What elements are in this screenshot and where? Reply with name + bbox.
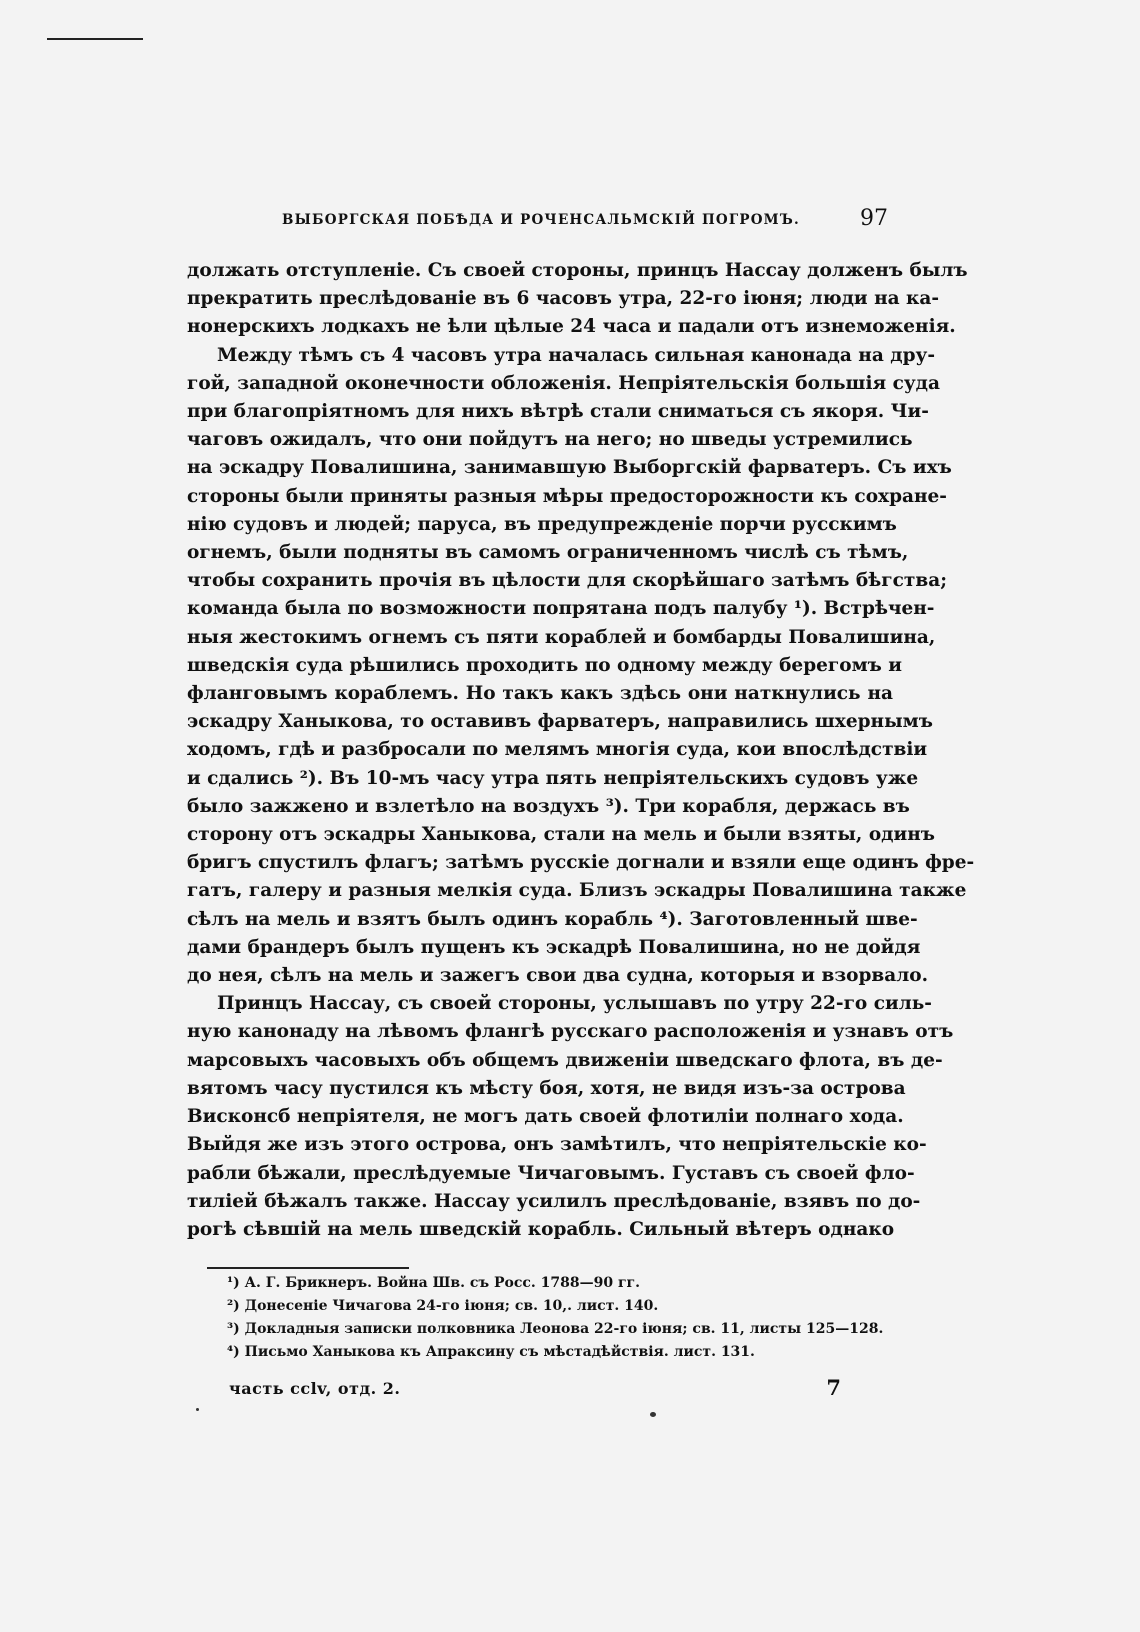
page-header (282, 206, 902, 236)
text-line: тиліей бѣжалъ также. Нассау усилилъ преслѣдованіе, взявъ по до- (187, 1190, 921, 1212)
text-line: при благопріятномъ для нихъ вѣтрѣ стали сниматься съ якоря. Чи- (187, 401, 929, 423)
text-line: команда была по возможности попрятана подъ палубу ¹). Встрѣчен- (187, 598, 935, 620)
text-line: ходомъ, гдѣ и разбросали по мелямъ многія суда, кои впослѣдствіи (187, 739, 928, 761)
footnote-rule (207, 1267, 409, 1269)
text-line: прекратить преслѣдованіе въ 6 часовъ утра, 22-го іюня; люди на ка- (187, 288, 940, 310)
ink-speck (196, 1408, 199, 1411)
text-line: сѣлъ на мель и взятъ былъ одинъ корабль ⁴). Заготовленный шве- (187, 908, 918, 930)
text-line: рогѣ сѣвшій на мель шведскій корабль. Сильный вѣтеръ однако (187, 1218, 895, 1240)
footnote: ²) Донесеніе Чичагова 24-го іюня; св. 10,. лист. 140. (227, 1298, 659, 1314)
text-line: чаговъ ожидалъ, что они пойдутъ на него; но шведы устремились (187, 429, 913, 451)
text-line: шведскія суда рѣшились проходить по одному между берегомъ и (187, 654, 903, 676)
page-footer (229, 1375, 841, 1405)
text-line: Между тѣмъ съ 4 часовъ утра началась сильная канонада на дру- (217, 344, 936, 366)
footnote: ¹) А. Г. Брикнеръ. Война Шв. съ Росс. 1788—90 гг. (227, 1275, 640, 1291)
text-line: было зажжено и взлетѣло на воздухъ ³). Три корабля, держась въ (187, 795, 910, 817)
text-line: нонерскихъ лодкахъ не ѣли цѣлые 24 часа и падали отъ изнеможенія. (187, 316, 956, 338)
text-line: чтобы сохранить прочія въ цѣлости для скорѣйшаго затѣмъ бѣгства; (187, 570, 948, 592)
text-line: бригъ спустилъ флагъ; затѣмъ русскіе догнали и взяли еще одинъ фре- (187, 852, 975, 874)
page-number: 97 (860, 206, 888, 231)
footnote: ³) Докладныя записки полковника Леонова 22-го іюня; св. 11, листы 125—128. (227, 1321, 884, 1337)
text-line: рабли бѣжали, преслѣдуемые Чичаговымъ. Густавъ съ своей фло- (187, 1162, 915, 1184)
text-line: ную канонаду на лѣвомъ флангѣ русскаго расположенія и узнавъ отъ (187, 1021, 954, 1043)
ink-speck (650, 1412, 656, 1417)
text-line: сторону отъ эскадры Ханыкова, стали на мель и были взяты, одинъ (187, 824, 935, 846)
text-line: фланговымъ кораблемъ. Но такъ какъ здѣсь они наткнулись на (187, 683, 893, 705)
text-line: гатъ, галеру и разныя мелкія суда. Близъ эскадры Повалишина также (187, 880, 967, 902)
footnote: ⁴) Письмо Ханыкова къ Апраксину съ мѣстадѣйствія. лист. 131. (227, 1344, 755, 1360)
text-line: Висконсб непріятеля, не могъ дать своей флотиліи полнаго хода. (187, 1106, 904, 1128)
text-line: должать отступленіе. Съ своей стороны, принцъ Нассау долженъ былъ (187, 260, 968, 281)
running-head: ВЫБОРГСКАЯ ПОБѢДА И РОЧЕНСАЛЬМСКІЙ ПОГРОМЪ. (282, 212, 800, 228)
text-line: огнемъ, были подняты въ самомъ ограниченномъ числѣ съ тѣмъ, (187, 542, 909, 564)
text-line: ныя жестокимъ огнемъ съ пяти кораблей и бомбарды Повалишина, (187, 626, 936, 648)
text-line: Выйдя же изъ этого острова, онъ замѣтилъ, что непріятельскіе ко- (187, 1134, 927, 1156)
footnotes (227, 1272, 907, 1364)
text-line: марсовыхъ часовыхъ объ общемъ движеніи шведскаго флота, въ де- (187, 1049, 943, 1071)
text-line: эскадру Ханыкова, то оставивъ фарватеръ, направились шхернымъ (187, 711, 933, 733)
text-line: до нея, сѣлъ на мель и зажегъ свои два судна, которыя и взорвало. (187, 965, 929, 987)
text-line: гой, западной оконечности обложенія. Непріятельскія большія суда (187, 372, 940, 394)
text-line: Принцъ Нассау, съ своей стороны, услышавъ по утру 22-го силь- (217, 993, 932, 1015)
text-line: на эскадру Повалишина, занимавшую Выборгскій фарватеръ. Съ ихъ (187, 457, 952, 479)
text-line: стороны были приняты разныя мѣры предосторожности къ сохране- (187, 485, 947, 507)
printer-signature: часть cclv, отд. 2. (229, 1379, 401, 1398)
sheet-number: 7 (826, 1375, 841, 1400)
text-line: вятомъ часу пустился къ мѣсту боя, хотя, не видя изъ-за острова (187, 1077, 906, 1099)
body-text (187, 257, 975, 1244)
text-line: нію судовъ и людей; паруса, въ предупрежденіе порчи русскимъ (187, 513, 897, 535)
text-line: дами брандеръ былъ пущенъ къ эскадрѣ Повалишина, но не дойдя (187, 936, 921, 958)
text-line: и сдались ²). Въ 10-мъ часу утра пять непріятельскихъ судовъ уже (187, 767, 919, 789)
top-rule (47, 38, 143, 40)
